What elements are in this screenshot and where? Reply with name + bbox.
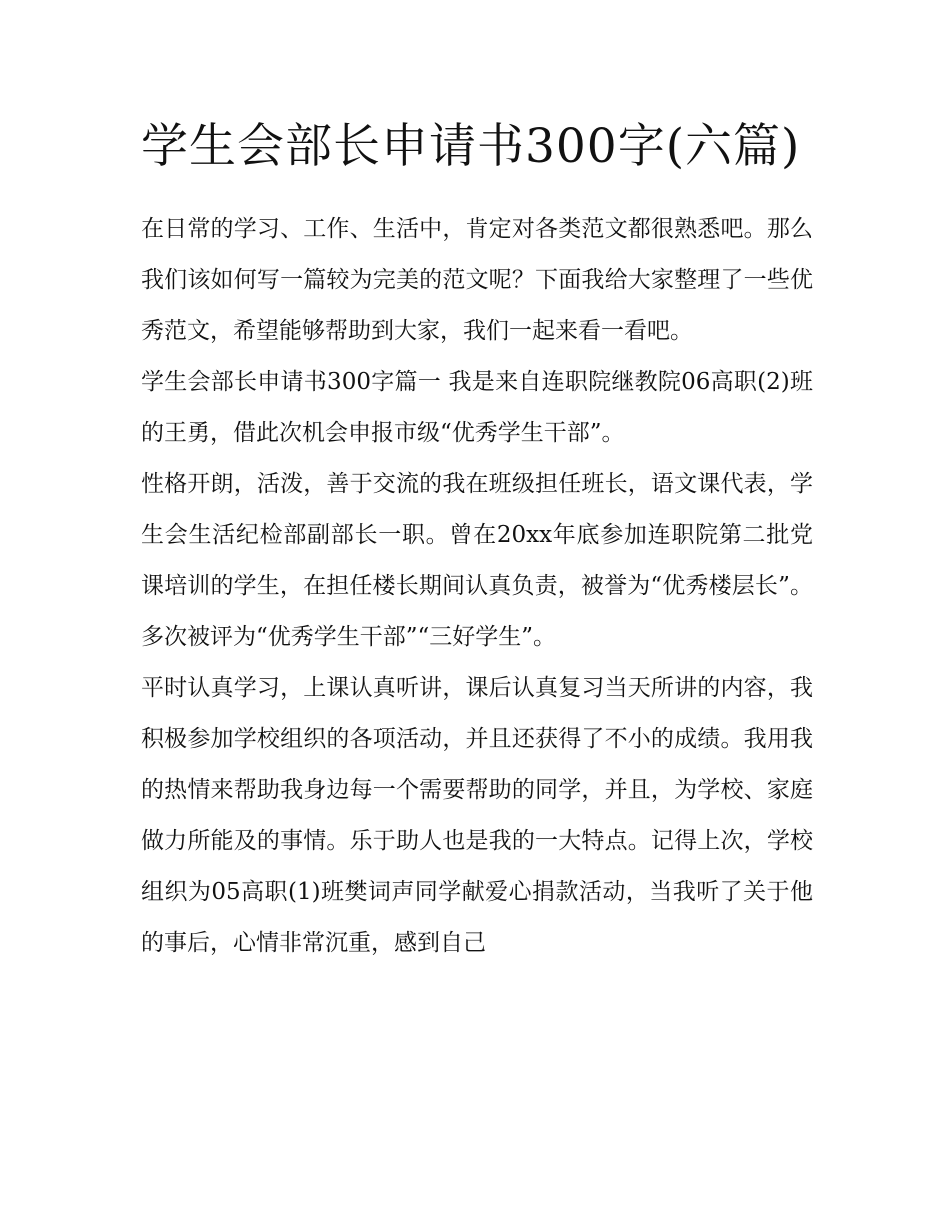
paragraph-1: 学生会部长申请书300字篇一 我是来自连职院继教院06高职(2)班的王勇，借此次机会申报市级“优秀学生干部”。 [141,369,813,446]
document-body [141,204,813,969]
document-page [141,112,813,969]
paragraph-3: 平时认真学习，上课认真听讲，课后认真复习当天所讲的内容，我积极参加学校组织的各项活动，并且还获得了不小的成绩。我用我的热情来帮助我身边每一个需要帮助的同学，并且，为学校、家庭做力所能及的事情。乐于助人也是我的一大特点。记得上次，学校组织为05高职(1)班樊词声同学献爱心捐款活动，当我听了关于他的事后，心情非常沉重，感到自己 [141,675,813,956]
document-title: 学生会部长申请书300字(六篇) [141,119,801,174]
paragraph-2: 性格开朗，活泼，善于交流的我在班级担任班长，语文课代表，学生会生活纪检部副部长一职。曾在20xx年底参加连职院第二批党课培训的学生，在担任楼长期间认真负责，被誉为“优秀楼层长”。多次被评为“优秀学生干部”“三好学生”。 [141,471,813,650]
paragraph-intro: 在日常的学习、工作、生活中，肯定对各类范文都很熟悉吧。那么我们该如何写一篇较为完美的范文呢？下面我给大家整理了一些优秀范文，希望能够帮助到大家，我们一起来看一看吧。 [141,216,813,344]
